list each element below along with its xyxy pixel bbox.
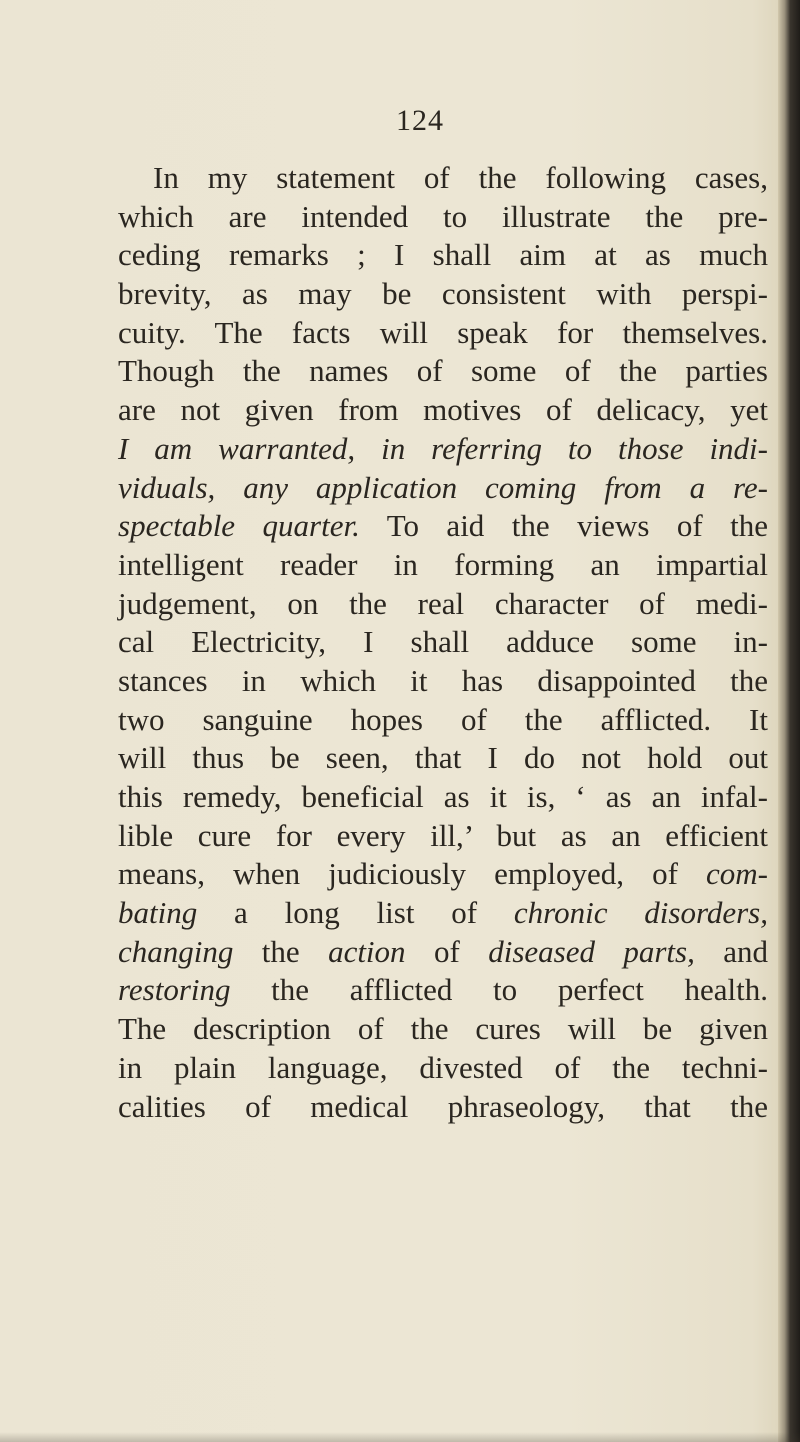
- text-segment: The description of the cures will be given: [118, 1011, 768, 1047]
- text-line: [118, 739, 768, 778]
- text-line: [118, 585, 768, 624]
- italic-text: bating: [118, 895, 198, 931]
- text-segment: intelligent reader in forming an impartial: [118, 546, 768, 582]
- text-segment: two sanguine hopes of the afflicted. It: [118, 701, 768, 737]
- italic-text: I am warranted, in referring to those indi-: [118, 430, 768, 466]
- text-line: [118, 701, 768, 740]
- italic-text: chronic disorders,: [513, 895, 768, 931]
- text-segment: and: [694, 933, 769, 969]
- text-segment: To aid the views of the: [359, 508, 768, 544]
- text-segment: brevity, as may be consistent with perspi-: [118, 276, 768, 312]
- italic-text: diseased parts,: [488, 933, 695, 969]
- text-line: [118, 933, 768, 972]
- italic-text: spectable quarter.: [118, 508, 360, 544]
- text-segment: the: [233, 933, 329, 969]
- text-segment: lible cure for every ill,’ but as an efficient: [118, 817, 768, 853]
- text-line: [118, 855, 768, 894]
- text-line: [118, 236, 768, 275]
- text-segment: in plain language, divested of the techni-: [118, 1049, 768, 1085]
- text-line: [118, 430, 768, 469]
- text-segment: which are intended to illustrate the pre-: [118, 198, 768, 234]
- text-line: [118, 1010, 768, 1049]
- text-line: [118, 623, 768, 662]
- italic-text: changing: [118, 933, 234, 969]
- text-line: [118, 1049, 768, 1088]
- text-line: [118, 546, 768, 585]
- text-segment: cuity. The facts will speak for themselves.: [118, 314, 768, 350]
- text-line: [118, 1088, 768, 1127]
- text-segment: calities of medical phraseology, that the: [118, 1088, 768, 1124]
- text-line: [118, 662, 768, 701]
- text-segment: of: [405, 933, 489, 969]
- text-line: [118, 198, 768, 237]
- book-edge-shadow: [778, 0, 800, 1442]
- text-line: [118, 314, 768, 353]
- text-segment: the afflicted to perfect health.: [230, 972, 768, 1008]
- text-line: [118, 971, 768, 1010]
- italic-text: viduals, any application coming from a re-: [118, 469, 768, 505]
- text-segment: this remedy, beneficial as it is, ‘ as an infal-: [118, 779, 768, 814]
- page-number: 124: [396, 104, 444, 137]
- text-segment: ceding remarks ; I shall aim at as much: [118, 237, 768, 273]
- italic-text: action: [328, 933, 406, 969]
- text-segment: will thus be seen, that I do not hold out: [118, 740, 768, 776]
- text-segment: means, when judiciously employed, of: [118, 856, 707, 892]
- text-segment: stances in which it has disappointed the: [118, 662, 768, 698]
- italic-text: restoring: [118, 972, 231, 1008]
- text-segment: judgement, on the real character of medi-: [118, 585, 768, 621]
- text-line: [118, 894, 768, 933]
- text-segment: are not given from motives of delicacy, yet: [118, 392, 768, 428]
- text-segment: cal Electricity, I shall adduce some in-: [118, 624, 768, 660]
- text-line: [118, 469, 768, 508]
- text-line: [118, 391, 768, 430]
- text-line: [118, 352, 768, 391]
- text-line: [118, 507, 768, 546]
- body-text: [118, 159, 768, 1126]
- text-segment: Though the names of some of the parties: [118, 353, 768, 389]
- text-segment: a long list of: [197, 895, 514, 931]
- text-segment: In my statement of the following cases,: [153, 160, 768, 195]
- italic-text: com-: [706, 856, 768, 892]
- text-line: [118, 275, 768, 314]
- bottom-shadow: [0, 1432, 800, 1442]
- text-line: [118, 817, 768, 856]
- text-line: [118, 778, 768, 817]
- text-line: [118, 159, 768, 198]
